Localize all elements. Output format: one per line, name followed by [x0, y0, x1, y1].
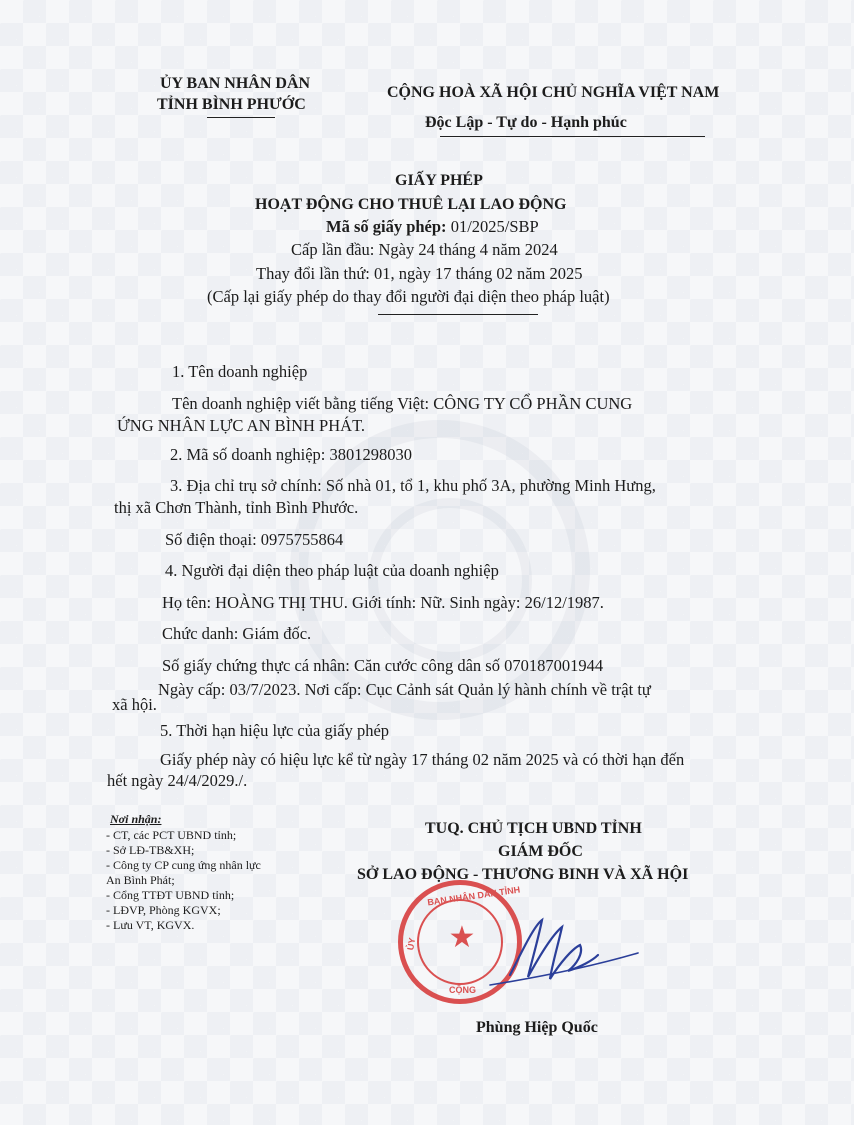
motto-underline: [440, 136, 705, 137]
representative-id: Số giấy chứng thực cá nhân: Căn cước công dân số 070187001944: [162, 656, 604, 675]
representative-name: Họ tên: HOÀNG THỊ THU. Giới tính: Nữ. Sinh ngày: 26/12/1987.: [162, 593, 604, 612]
section-1-line1: Tên doanh nghiệp viết bằng tiếng Việt: CÔNG TY CỔ PHẦN CUNG: [172, 394, 633, 413]
id-issue-line2: xã hội.: [112, 695, 157, 714]
national-motto: Độc Lập - Tự do - Hạnh phúc: [425, 114, 627, 131]
authority-underline: [207, 117, 275, 118]
section-2: 2. Mã số doanh nghiệp: 3801298030: [170, 445, 412, 464]
section-5-line2: hết ngày 24/4/2029./.: [107, 771, 248, 790]
license-number-value: 01/2025/SBP: [450, 217, 539, 236]
doc-title-line1: GIẤY PHÉP: [395, 172, 483, 189]
recipient-item: - Cổng TTĐT UBND tỉnh;: [106, 888, 235, 902]
section-3-line2: thị xã Chơn Thành, tỉnh Bình Phước.: [114, 498, 359, 517]
signature-authority-line1: TUQ. CHỦ TỊCH UBND TỈNH: [425, 820, 642, 837]
section-5-heading: 5. Thời hạn hiệu lực của giấy phép: [160, 721, 390, 740]
recipients-list: [106, 828, 261, 933]
license-number-line: [326, 217, 539, 237]
signer-name: Phùng Hiệp Quốc: [476, 1019, 598, 1036]
stamp-left-text: ỦY: [405, 936, 418, 952]
recipient-item: - Lưu VT, KGVX.: [106, 918, 195, 932]
representative-title: Chức danh: Giám đốc.: [162, 624, 312, 643]
first-issue-date: Cấp lần đầu: Ngày 24 tháng 4 năm 2024: [291, 240, 558, 259]
recipients-title: Nơi nhận:: [110, 812, 162, 826]
recipient-item: - Sở LĐ-TB&XH;: [106, 843, 195, 857]
license-number-label: Mã số giấy phép:: [326, 217, 447, 236]
id-issue-line1: Ngày cấp: 03/7/2023. Nơi cấp: Cục Cảnh sát Quản lý hành chính về trật tự: [158, 680, 651, 699]
recipient-item: - CT, các PCT UBND tỉnh;: [106, 828, 237, 842]
section-5-line1: Giấy phép này có hiệu lực kể từ ngày 17 tháng 02 năm 2025 và có thời hạn đến: [160, 750, 685, 769]
doc-title-line2: HOẠT ĐỘNG CHO THUÊ LẠI LAO ĐỘNG: [255, 196, 567, 213]
authority-name-line1: ỦY BAN NHÂN DÂN: [160, 75, 311, 92]
signature-authority-line3: SỞ LAO ĐỘNG - THƯƠNG BINH VÀ XÃ HỘI: [357, 866, 689, 883]
recipient-item: An Bình Phát;: [106, 873, 175, 887]
recipient-item: - Công ty CP cung ứng nhân lực: [106, 858, 261, 872]
star-icon: ★: [448, 921, 476, 954]
handwritten-signature: [480, 905, 640, 995]
section-4-heading: 4. Người đại diện theo pháp luật của doanh nghiệp: [165, 561, 499, 580]
phone-number: Số điện thoại: 0975755864: [165, 530, 344, 549]
recipient-item: - LĐVP, Phòng KGVX;: [106, 903, 221, 917]
authority-name-line2: TỈNH BÌNH PHƯỚC: [157, 96, 306, 113]
title-underline: [378, 314, 538, 315]
stamp-bottom-text: CỘNG: [449, 985, 476, 995]
section-1-line2: ỨNG NHÂN LỰC AN BÌNH PHÁT.: [117, 416, 366, 435]
section-1-heading: 1. Tên doanh nghiệp: [172, 362, 308, 381]
reissue-note: (Cấp lại giấy phép do thay đổi người đại diện theo pháp luật): [207, 287, 610, 306]
stamp-top-text: BAN NHÂN DÂN TỈNH: [426, 884, 521, 908]
section-3-line1: 3. Địa chỉ trụ sở chính: Số nhà 01, tổ 1, khu phố 3A, phường Minh Hưng,: [170, 476, 656, 495]
change-date: Thay đổi lần thứ: 01, ngày 17 tháng 02 năm 2025: [256, 264, 583, 283]
national-title: CỘNG HOÀ XÃ HỘI CHỦ NGHĨA VIỆT NAM: [387, 84, 720, 101]
signature-authority-line2: GIÁM ĐỐC: [498, 843, 583, 860]
